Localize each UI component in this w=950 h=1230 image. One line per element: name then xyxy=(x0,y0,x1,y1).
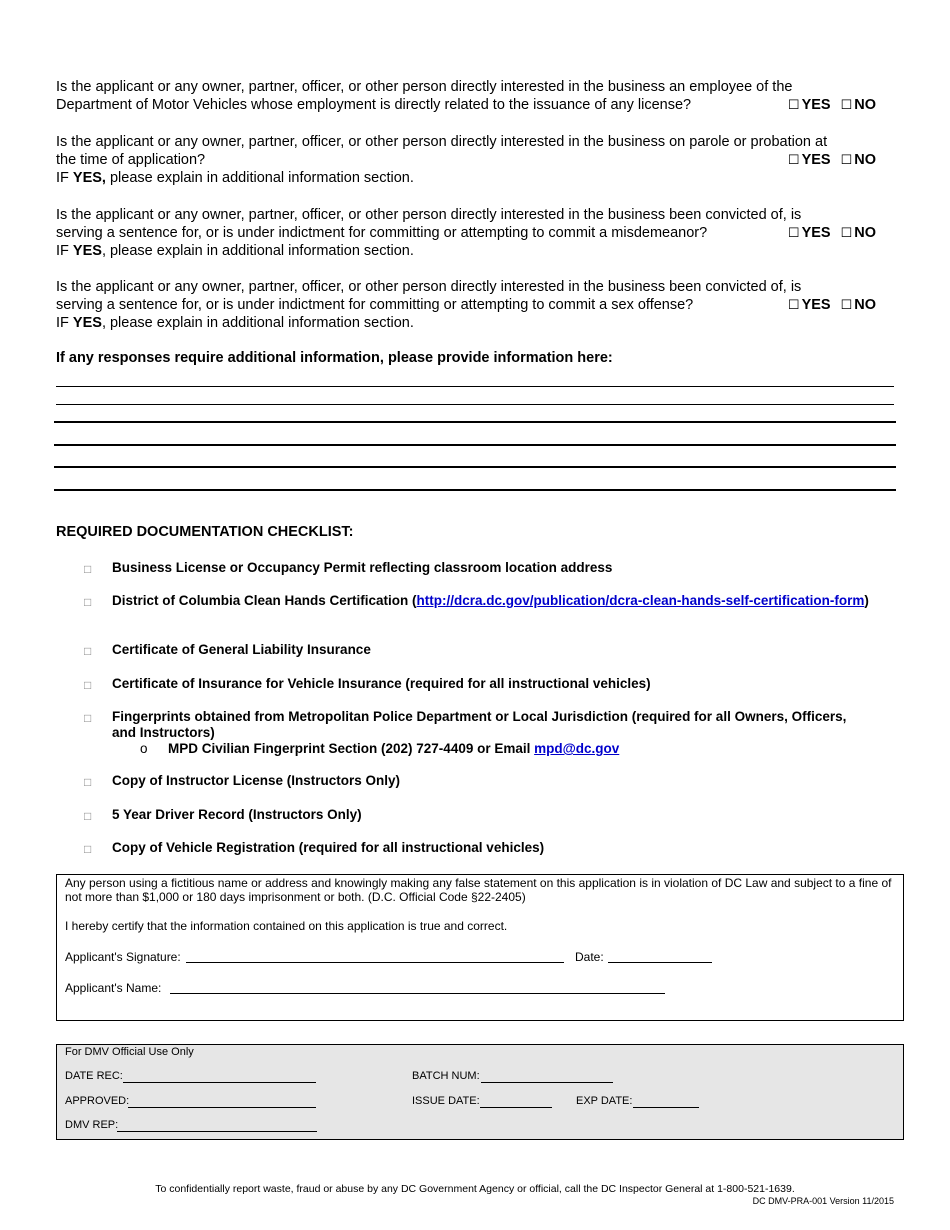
checkbox[interactable]: □ xyxy=(84,809,92,823)
question-parole xyxy=(56,133,894,187)
yes-label: YES xyxy=(801,152,831,168)
batch-num-field[interactable] xyxy=(481,1070,613,1083)
certify-statement: I hereby certify that the information contained on this application is true and correct. xyxy=(65,919,508,933)
mpd-text: MPD Civilian Fingerprint Section (202) 727-4409 or Email xyxy=(168,741,535,756)
approved-field[interactable] xyxy=(128,1095,316,1108)
question-sex-offense xyxy=(56,278,894,332)
checkbox[interactable]: □ xyxy=(84,562,92,576)
mpd-email-link[interactable]: mpd@dc.gov xyxy=(534,741,620,756)
issue-date-field[interactable] xyxy=(480,1095,552,1108)
no-checkbox[interactable]: ☐ xyxy=(840,225,853,240)
yes-no-options xyxy=(788,96,894,114)
approved-label: APPROVED: xyxy=(65,1095,130,1107)
checklist-item-label: Fingerprints obtained from Metropolitan Police Department or Local Jurisdiction (required for all Owners, Officers, and Instructors) xyxy=(112,709,847,740)
question-text: serving a sentence for, or is under indictment for committing or attempting to commit a sex offense? xyxy=(56,297,694,313)
no-checkbox[interactable]: ☐ xyxy=(840,297,853,312)
question-text: the time of application? xyxy=(56,152,206,168)
yes-checkbox[interactable]: ☐ xyxy=(787,297,800,312)
checkbox[interactable]: □ xyxy=(84,711,92,725)
explain-note: IF YES, please explain in additional information section. xyxy=(56,243,414,259)
name-field[interactable] xyxy=(170,981,665,994)
yes-label: YES xyxy=(801,225,831,241)
yes-checkbox[interactable]: ☐ xyxy=(787,152,800,167)
no-checkbox[interactable]: ☐ xyxy=(840,152,853,167)
yes-no-options xyxy=(788,296,894,314)
name-label: Applicant's Name: xyxy=(65,981,162,995)
checklist-item-label: District of Columbia Clean Hands Certification (http://dcra.dc.gov/publication/dcra-clean-hands-self-certification-form) xyxy=(112,593,869,608)
signature-field[interactable] xyxy=(186,950,564,963)
date-label: Date: xyxy=(575,950,604,964)
fraud-report-footer: To confidentially report waste, fraud or abuse by any DC Government Agency or official, call the DC Inspector General at 1-800-521-1639. xyxy=(155,1183,795,1195)
checkbox[interactable]: □ xyxy=(84,595,92,609)
question-text: Department of Motor Vehicles whose employment is directly related to the issuance of any license? xyxy=(56,97,692,113)
no-label: NO xyxy=(854,297,876,313)
question-dmv-employee xyxy=(56,78,894,114)
batch-num-label: BATCH NUM: xyxy=(412,1070,480,1082)
bullet-icon: o xyxy=(140,741,148,756)
issue-date-label: ISSUE DATE: xyxy=(412,1095,480,1107)
exp-date-label: EXP DATE: xyxy=(576,1095,633,1107)
dmv-use-title: For DMV Official Use Only xyxy=(65,1046,194,1058)
no-checkbox[interactable]: ☐ xyxy=(840,97,853,112)
checkbox[interactable]: □ xyxy=(84,644,92,658)
form-version: DC DMV-PRA-001 Version 11/2015 xyxy=(752,1196,894,1206)
yes-label: YES xyxy=(801,297,831,313)
mpd-fingerprint-subitem xyxy=(140,741,619,756)
question-text: Is the applicant or any owner, partner, officer, or other person directly interested in the business been convicted of, is xyxy=(56,207,802,223)
checklist-item-label: 5 Year Driver Record (Instructors Only) xyxy=(112,807,362,822)
additional-info-line[interactable] xyxy=(54,444,896,446)
date-rec-field[interactable] xyxy=(123,1070,316,1083)
additional-info-line[interactable] xyxy=(56,404,894,405)
explain-note: IF YES, please explain in additional information section. xyxy=(56,315,414,331)
checklist-heading: REQUIRED DOCUMENTATION CHECKLIST: xyxy=(56,524,354,540)
question-text: Is the applicant or any owner, partner, officer, or other person directly interested in the business been convicted of, is xyxy=(56,279,802,295)
additional-info-heading: If any responses require additional information, please provide information here: xyxy=(56,350,613,366)
additional-info-line[interactable] xyxy=(54,421,896,423)
yes-no-options xyxy=(788,224,894,242)
no-label: NO xyxy=(854,152,876,168)
checklist-item-label: Certificate of Insurance for Vehicle Insurance (required for all instructional vehicles) xyxy=(112,676,651,691)
checkbox[interactable]: □ xyxy=(84,678,92,692)
dmv-rep-label: DMV REP: xyxy=(65,1119,119,1131)
checklist-item-label: Certificate of General Liability Insurance xyxy=(112,642,371,657)
certification-box xyxy=(56,874,904,1021)
dmv-rep-field[interactable] xyxy=(117,1119,317,1132)
checklist-item-label: Copy of Instructor License (Instructors Only) xyxy=(112,773,401,788)
exp-date-field[interactable] xyxy=(633,1095,699,1108)
yes-checkbox[interactable]: ☐ xyxy=(787,97,800,112)
date-rec-label: DATE REC: xyxy=(65,1070,123,1082)
false-statement-warning: Any person using a fictitious name or address and knowingly making any false statement on this application is in violation of DC Law and subject to a fine of not more than $1,000 or 180 days imprisonment or both. (D.C. Official Code §22-2405) xyxy=(65,876,892,904)
checkbox[interactable]: □ xyxy=(84,842,92,856)
explain-note: IF YES, please explain in additional information section. xyxy=(56,170,414,186)
question-text: Is the applicant or any owner, partner, officer, or other person directly interested in the business an employee of the xyxy=(56,79,793,95)
question-text: Is the applicant or any owner, partner, officer, or other person directly interested in the business on parole or probation at xyxy=(56,134,828,150)
additional-info-line[interactable] xyxy=(54,466,896,468)
yes-no-options xyxy=(788,151,894,169)
yes-checkbox[interactable]: ☐ xyxy=(787,225,800,240)
dmv-official-use-box xyxy=(56,1044,904,1140)
additional-info-line[interactable] xyxy=(56,386,894,387)
checklist-item-label: Copy of Vehicle Registration (required for all instructional vehicles) xyxy=(112,840,545,855)
clean-hands-link[interactable]: http://dcra.dc.gov/publication/dcra-clean-hands-self-certification-form xyxy=(416,593,865,608)
signature-label: Applicant's Signature: xyxy=(65,950,181,964)
checklist-item-label: Business License or Occupancy Permit reflecting classroom location address xyxy=(112,560,613,575)
question-misdemeanor xyxy=(56,206,894,260)
no-label: NO xyxy=(854,97,876,113)
yes-label: YES xyxy=(801,97,831,113)
checkbox[interactable]: □ xyxy=(84,775,92,789)
date-field[interactable] xyxy=(608,950,712,963)
no-label: NO xyxy=(854,225,876,241)
question-text: serving a sentence for, or is under indictment for committing or attempting to commit a misdemeanor? xyxy=(56,225,708,241)
additional-info-line[interactable] xyxy=(54,489,896,491)
